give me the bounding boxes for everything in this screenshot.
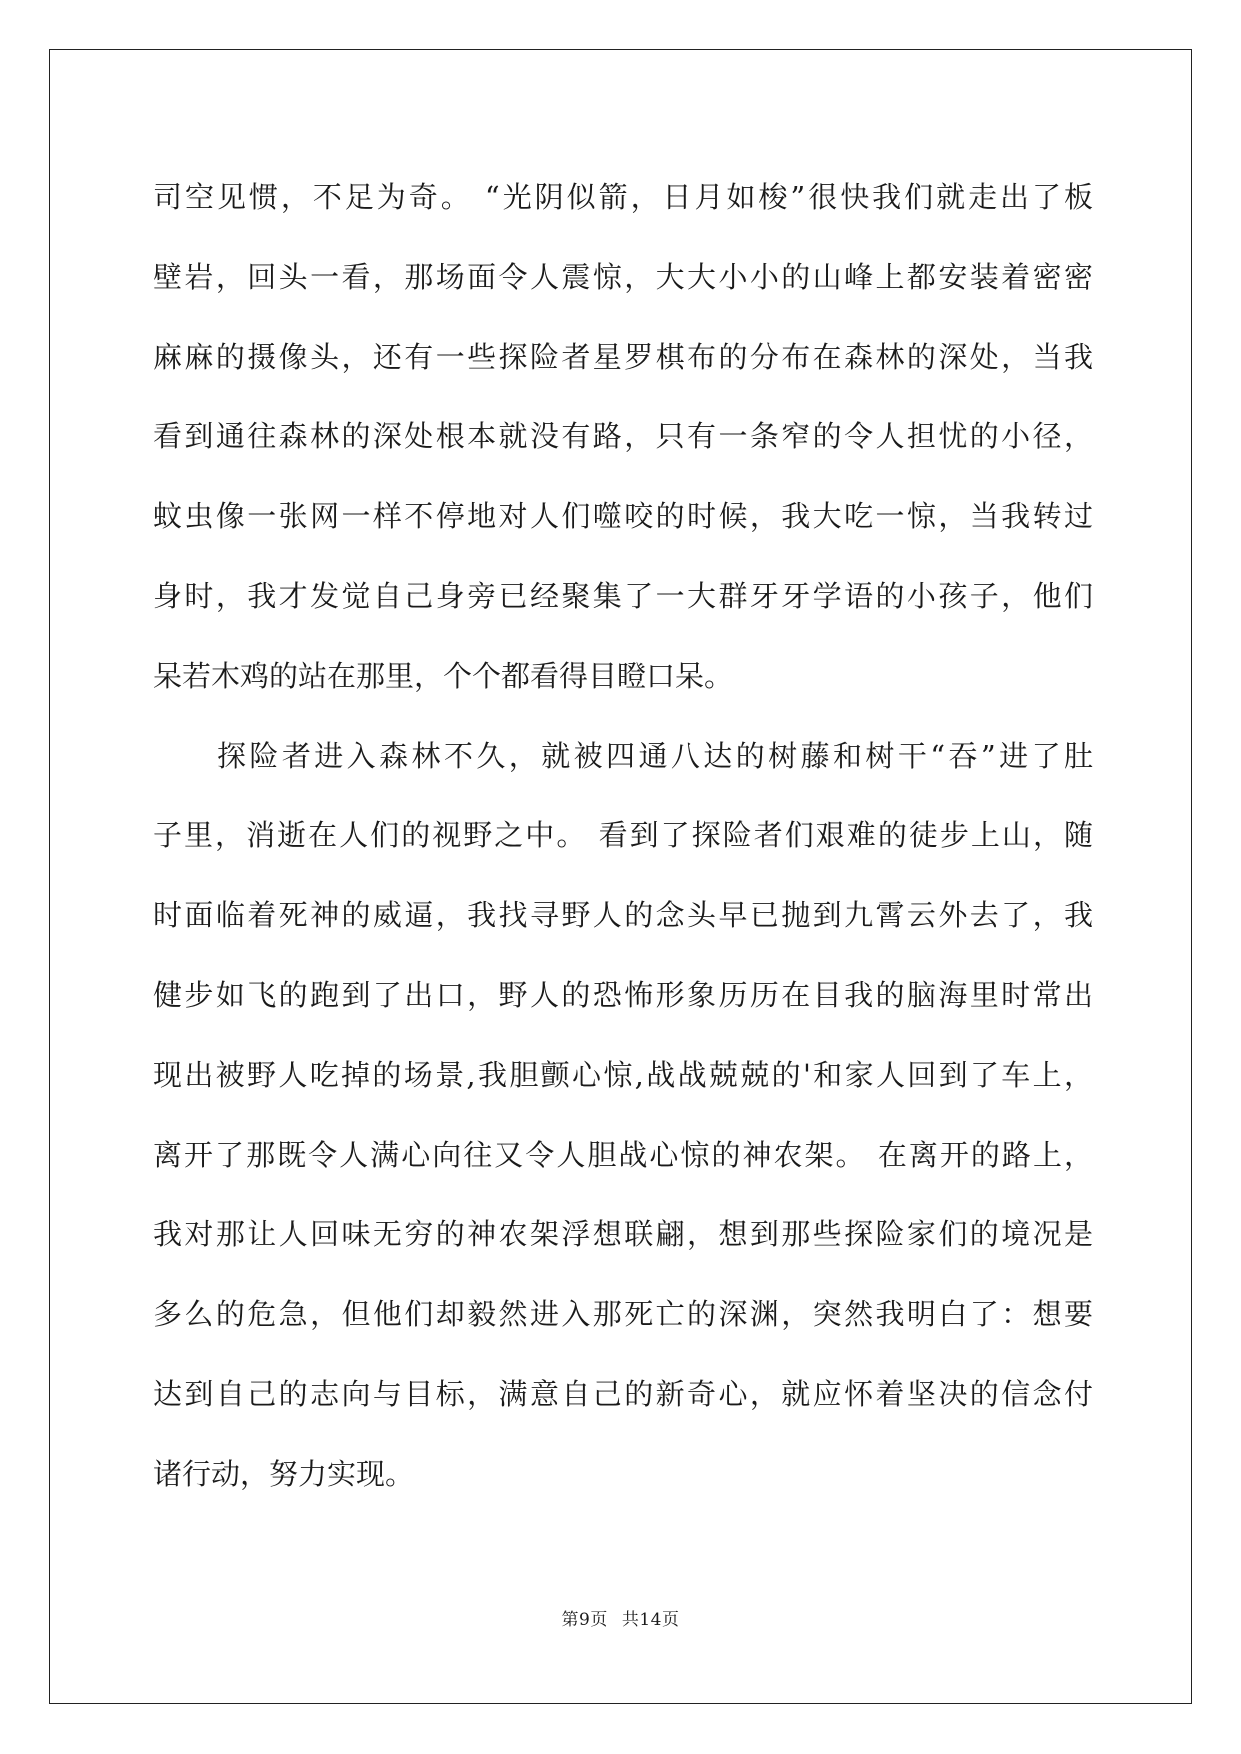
page-number: 第9页: [561, 1610, 608, 1630]
text-line: 麻麻的摄像头，还有一些探险者星罗棋布的分布在森林的深处，当我: [153, 339, 1093, 374]
text-line: 我对那让人回味无穷的神农架浮想联翩，想到那些探险家们的境况是: [153, 1217, 1093, 1252]
page-total: 共14页: [621, 1610, 680, 1630]
document-body: [153, 158, 1093, 1515]
text-line: 诸行动，努力实现。: [153, 1456, 415, 1491]
text-line: 看到通往森林的深处根本就没有路，只有一条窄的令人担忧的小径，: [153, 419, 1093, 454]
page-footer: [0, 1605, 1241, 1630]
text-line: 司空见惯，不足为奇。 “光阴似箭，日月如梭”很快我们就走出了板: [153, 180, 1093, 214]
text-line: 时面临着死神的威逼，我找寻野人的念头早已抛到九霄云外去了，我: [153, 898, 1093, 933]
paragraph-first-line: 探险者进入森林不久，就被四通八达的树藤和树干“吞”进了肚: [217, 738, 1093, 773]
text-line: 蚊虫像一张网一样不停地对人们噬咬的时候，我大吃一惊，当我转过: [153, 499, 1093, 534]
text-line: 子里，消逝在人们的视野之中。 看到了探险者们艰难的徒步上山，随: [153, 818, 1093, 853]
text-line: 多么的危急，但他们却毅然进入那死亡的深渊，突然我明白了：想要: [153, 1297, 1093, 1332]
text-line: 现出被野人吃掉的场景,我胆颤心惊,战战兢兢的'和家人回到了车上，: [153, 1057, 1093, 1092]
text-line: 健步如飞的跑到了出口，野人的恐怖形象历历在目我的脑海里时常出: [153, 977, 1093, 1012]
text-line: 身时，我才发觉自己身旁已经聚集了一大群牙牙学语的小孩子，他们: [153, 578, 1093, 613]
text-line: 达到自己的志向与目标，满意自己的新奇心，就应怀着坚决的信念付: [153, 1376, 1093, 1411]
text-line: 壁岩，回头一看，那场面令人震惊，大大小小的山峰上都安装着密密: [153, 259, 1093, 294]
text-line: 离开了那既令人满心向往又令人胆战心惊的神农架。 在离开的路上，: [153, 1137, 1093, 1172]
text-line: 呆若木鸡的站在那里，个个都看得目瞪口呆。: [153, 658, 734, 693]
